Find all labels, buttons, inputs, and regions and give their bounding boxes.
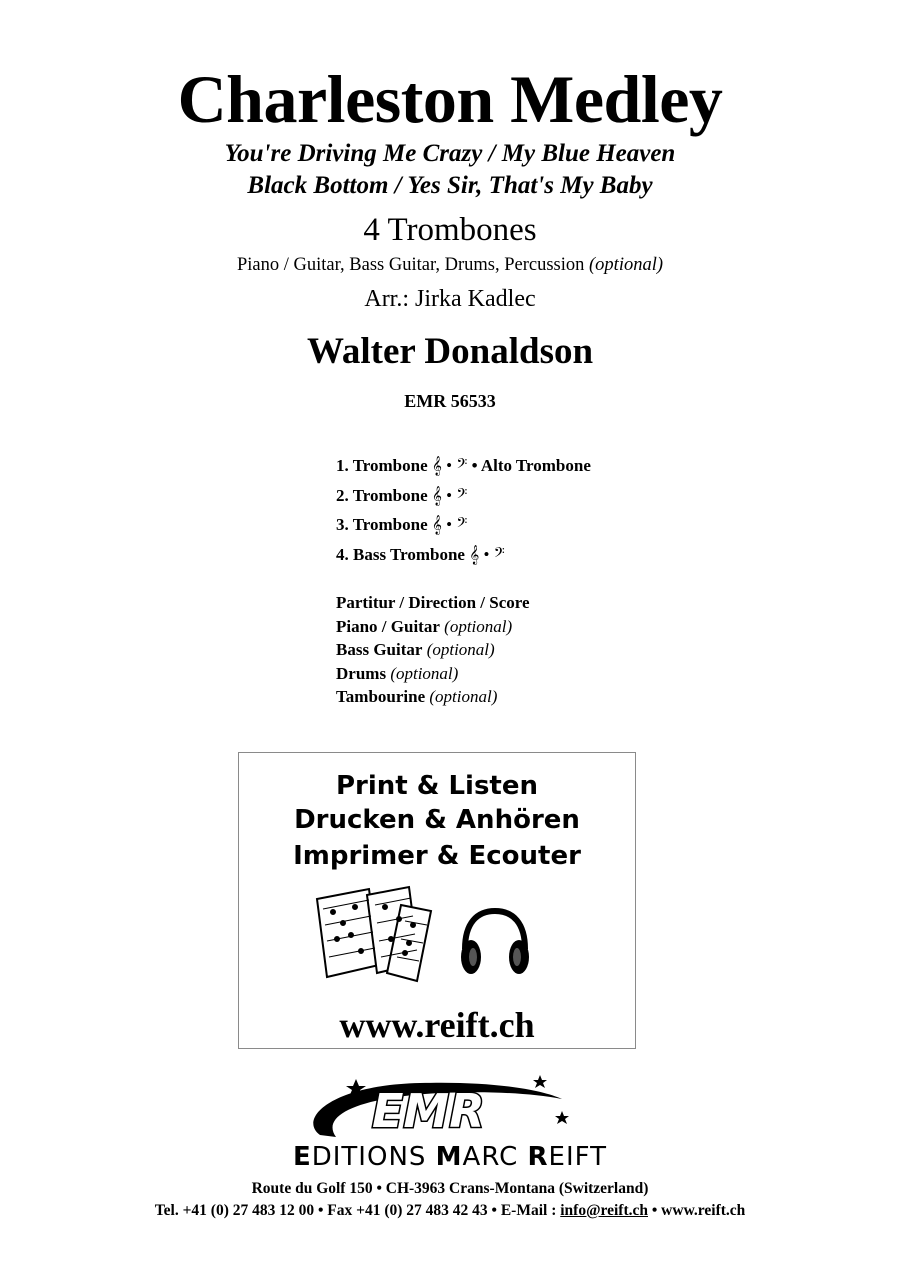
publisher-name: [0, 1144, 900, 1170]
email-link[interactable]: info@reift.ch: [560, 1202, 648, 1219]
extra-label: Tambourine: [336, 687, 426, 706]
publisher-address: Route du Golf 150 • CH-3963 Crans-Montana (Switzerland): [251, 1180, 649, 1197]
accompaniment-text: Piano / Guitar, Bass Guitar, Drums, Percussion: [236, 255, 585, 275]
clef-icons: 𝄞 • 𝄢: [469, 544, 505, 564]
extra-label: Partitur / Direction / Score: [336, 593, 530, 612]
part-extra: • Alto Trombone: [467, 456, 591, 475]
extra-label: Drums: [336, 663, 387, 683]
clef-icons: 𝄞 • 𝄢: [431, 485, 468, 505]
instrumentation: 4 Trombones: [363, 212, 537, 248]
accompaniment-optional: (optional): [589, 255, 664, 275]
part-item: [336, 456, 736, 486]
publisher-initial-r: R: [527, 1142, 549, 1172]
extras-list: [336, 593, 736, 711]
arranger: Arr.: Jirka Kadlec: [364, 286, 536, 312]
catalog-number: EMR 56533: [404, 391, 496, 411]
part-label: 2. Trombone: [336, 485, 428, 505]
extra-label: Piano / Guitar: [336, 616, 440, 636]
publisher-word-1: DITIONS: [311, 1142, 436, 1172]
publisher-word-3: EIFT: [548, 1142, 608, 1172]
extra-optional: (optional): [429, 687, 498, 706]
publisher-contact: [0, 1202, 900, 1220]
publisher-word-2: ARC: [462, 1142, 528, 1172]
print-listen-box: [238, 752, 636, 1049]
extra-item: [336, 617, 736, 641]
parts-list: [336, 456, 736, 574]
accompaniment-line: [0, 255, 900, 276]
contact-website: • www.reift.ch: [648, 1202, 746, 1219]
part-label: 1. Trombone: [336, 456, 428, 475]
page-title: Charleston Medley: [177, 61, 723, 137]
extra-item: [336, 687, 736, 711]
publisher-initial-e: E: [292, 1142, 312, 1172]
extra-label: Bass Guitar: [336, 640, 423, 659]
part-label: 3. Trombone: [336, 515, 428, 534]
promo-line-1: Print & Listen: [335, 771, 539, 801]
extra-optional: (optional): [444, 616, 513, 636]
subtitle-line-2: Black Bottom / Yes Sir, That's My Baby: [247, 172, 653, 199]
emr-logo: [300, 1075, 580, 1145]
part-item: [336, 486, 736, 516]
extra-item: [336, 664, 736, 688]
publisher-initial-m: M: [435, 1142, 463, 1172]
clef-icons: 𝄞 • 𝄢: [431, 515, 468, 534]
part-item: [336, 545, 736, 575]
svg-text:EMR: EMR: [372, 1084, 485, 1138]
subtitle-line-1: You're Driving Me Crazy / My Blue Heaven: [224, 140, 676, 167]
extra-optional: (optional): [390, 663, 459, 683]
clef-icons: 𝄞 • 𝄢: [431, 456, 468, 475]
extra-optional: (optional): [426, 640, 495, 659]
part-item: [336, 515, 736, 545]
extra-item: [336, 593, 736, 617]
promo-line-3: Imprimer & Ecouter: [293, 841, 581, 871]
contact-phone-fax: Tel. +41 (0) 27 483 12 00 • Fax +41 (0) 27 483 42 43 • E-Mail :: [154, 1202, 561, 1219]
sheet-music-icon: [313, 885, 443, 985]
composer: Walter Donaldson: [306, 331, 594, 372]
part-label: 4. Bass Trombone: [336, 544, 465, 564]
promo-url[interactable]: www.reift.ch: [339, 1005, 535, 1045]
promo-line-2: Drucken & Anhören: [294, 805, 580, 835]
headphones-icon: [457, 905, 533, 981]
extra-item: [336, 640, 736, 664]
